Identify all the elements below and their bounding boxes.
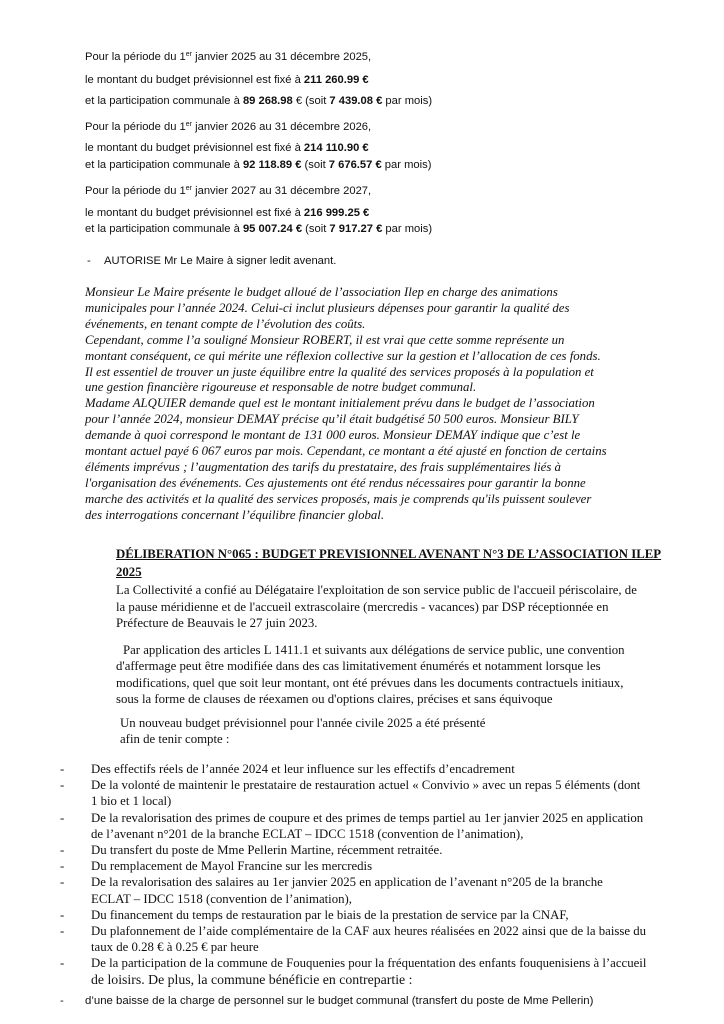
list-item <box>60 858 710 874</box>
bullet-dash: - <box>60 907 65 922</box>
bullet-dash: - <box>60 762 65 776</box>
period-3-dates: Pour la période du 1er janvier 2027 au 31 décembre 2027, <box>85 185 372 197</box>
list-item <box>60 907 710 923</box>
paragraph-budget-intro <box>120 715 485 747</box>
period-1-dates: Pour la période du 1er janvier 2025 au 31 décembre 2025, <box>85 51 372 63</box>
bullet-dash: - <box>60 875 65 890</box>
discussion-line: Il est essentiel de trouver un juste équilibre entre la qualité des services proposés à la population et <box>85 364 594 379</box>
discussion-line: éléments imprévus ; l’augmentation des tarifs du prestataire, des frais supplémentaires liés à <box>85 459 561 474</box>
list-item <box>60 955 710 987</box>
discussion-line: Monsieur Le Maire présente le budget alloué de l’association Ilep en charge des animations <box>85 285 558 299</box>
list-item <box>60 777 710 809</box>
list-item-text: Des effectifs réels de l’année 2024 et leur influence sur les effectifs d’encadrement <box>91 762 515 776</box>
discussion-line: des interrogations concernant l’équilibre financier global. <box>85 507 385 522</box>
discussion-line: municipales pour l’année 2024. Celui-ci inclut plusieurs dépenses pour garantir la qualité des <box>85 300 570 315</box>
discussion-line: Cependant, comme l’a souligné Monsieur ROBERT, il est vrai que cette somme représente un <box>85 332 565 347</box>
discussion-line: montant actuel payé 6 067 euros par mois. Cependant, ce montant a été ajusté en fonction de certains <box>85 444 607 459</box>
paragraph-line: Par application des articles L 1411.1 et suivants aux délégations de service public, une convention <box>123 643 625 657</box>
paragraph-line: Préfecture de Beauvais le 27 juin 2023. <box>116 616 318 630</box>
discussion-line: marche des activités et la qualité des services proposés, mais je comprends qu'ils puissent soulever <box>85 491 592 506</box>
list-item <box>60 874 710 906</box>
paragraph-line: La Collectivité a confié au Délégataire l'exploitation de son service public de l'accueil périscolaire, de <box>116 583 637 597</box>
list-item-text: De la volonté de maintenir le prestataire de restauration actuel « Convivio » avec un repas 5 éléments (dont <box>91 778 641 793</box>
sub-bullet-dash: - <box>60 995 64 1007</box>
list-item-text: taux de 0.28 € à 0.25 € par heure <box>91 940 259 955</box>
bullet-dash: - <box>60 924 65 939</box>
bullet-dash: - <box>60 859 65 874</box>
sub-bullet-text: d’une baisse de la charge de personnel sur le budget communal (transfert du poste de Mme Pellerin) <box>85 995 594 1007</box>
bullet-dash: - <box>60 956 65 971</box>
paragraph-line: sous la forme de clauses de réexamen ou d'options claires, précises et sans équivoque <box>116 691 553 706</box>
paragraph-line: modifications, quel que soit leur montant, ont été prévues dans les documents contractuels initiaux, <box>116 675 624 690</box>
discussion-paragraph <box>85 285 705 524</box>
list-item-text: Du remplacement de Mayol Francine sur les mercredis <box>91 859 373 874</box>
deliberation-heading: DÉLIBERATION N°065 : BUDGET PREVISIONNEL AVENANT N°3 DE L’ASSOCIATION ILEP <box>116 547 662 561</box>
paragraph-articles <box>116 642 706 707</box>
list-item-text: de loisirs. De plus, la commune bénéficie en contrepartie : <box>91 971 413 987</box>
period-1-budget: le montant du budget prévisionnel est fixé à 211 260.99 € <box>85 74 369 86</box>
autorise-dash: - <box>87 255 91 267</box>
bullet-dash: - <box>60 778 65 793</box>
list-item-text: De la participation de la commune de Fouquenies pour la fréquentation des enfants fouquenisiens à l’accueil <box>91 956 647 971</box>
discussion-line: pour l’année 2024, monsieur DEMAY précise qu’il était budgétisé 50 500 euros. Monsieur BILY <box>85 412 579 427</box>
period-3-budget: le montant du budget prévisionnel est fixé à 216 999.25 € <box>85 207 370 219</box>
list-item-text: Du financement du temps de restauration par le biais de la prestation de service par la CNAF, <box>91 907 569 922</box>
deliberation-heading-year: 2025 <box>116 565 142 579</box>
discussion-line: demande à quoi correspond le montant de 131 000 euros. Monsieur DEMAY indique que c’est le <box>85 428 581 443</box>
paragraph-line: Un nouveau budget prévisionnel pour l'année civile 2025 a été présenté <box>120 716 486 730</box>
paragraph-line: afin de tenir compte : <box>120 732 230 746</box>
list-item <box>60 923 710 955</box>
period-2-dates: Pour la période du 1er janvier 2026 au 31 décembre 2026, <box>85 121 372 133</box>
list-item <box>60 842 710 858</box>
autorise-text: AUTORISE Mr Le Maire à signer ledit avenant. <box>104 255 337 267</box>
paragraph-line: la pause méridienne et de l'accueil extrascolaire (mercredis - vacances) par DSP réceptionnée en <box>116 599 609 614</box>
discussion-line: événements, en tenant compte de l’évolution des coûts. <box>85 316 366 331</box>
period-2-participation: et la participation communale à 92 118.89 € (soit 7 676.57 € par mois) <box>85 159 432 171</box>
list-item-text: De la revalorisation des primes de coupure et des primes de temps partiel au 1er janvier 2025 en application <box>91 810 644 825</box>
list-item-text: ECLAT – IDCC 1518 (convention de l’animation), <box>91 891 352 906</box>
period-1-participation: et la participation communale à 89 268.98 € (soit 7 439.08 € par mois) <box>85 95 433 107</box>
list-item <box>60 761 710 777</box>
bullet-dash: - <box>60 810 65 825</box>
list-item-text: de l’avenant n°201 de la branche ECLAT – IDCC 1518 (convention de l’animation), <box>91 826 524 841</box>
list-item-text: De la revalorisation des salaires au 1er janvier 2025 en application de l’avenant n°205 de la branche <box>91 875 603 890</box>
list-item <box>60 810 710 842</box>
discussion-line: une gestion financière rigoureuse et responsable de notre budget communal. <box>85 380 477 395</box>
discussion-line: Madame ALQUIER demande quel est le montant initialement prévu dans le budget de l’association <box>85 396 595 411</box>
list-item-text: Du plafonnement de l’aide complémentaire de la CAF aux heures réalisées en 2022 ainsi que de la baisse du <box>91 924 647 939</box>
bullet-list <box>60 761 710 988</box>
paragraph-delegation <box>116 582 706 632</box>
period-2-budget: le montant du budget prévisionnel est fixé à 214 110.90 € <box>85 142 369 154</box>
bullet-dash: - <box>60 843 65 858</box>
period-3-participation: et la participation communale à 95 007.24 € (soit 7 917.27 € par mois) <box>85 223 433 235</box>
paragraph-line: d'affermage peut être modifiée dans des cas limitativement énumérés et notamment lorsque les <box>116 659 601 674</box>
list-item-text: 1 bio et 1 local) <box>91 794 172 809</box>
list-item-text: Du transfert du poste de Mme Pellerin Martine, récemment retraitée. <box>91 843 443 858</box>
discussion-line: montant conséquent, ce qui mérite une réflexion collective sur la gestion et l’allocation de ces fonds. <box>85 348 601 363</box>
discussion-line: l'organisation des événements. Ces ajustements ont été rendus nécessaires pour garantir la bonne <box>85 475 586 490</box>
